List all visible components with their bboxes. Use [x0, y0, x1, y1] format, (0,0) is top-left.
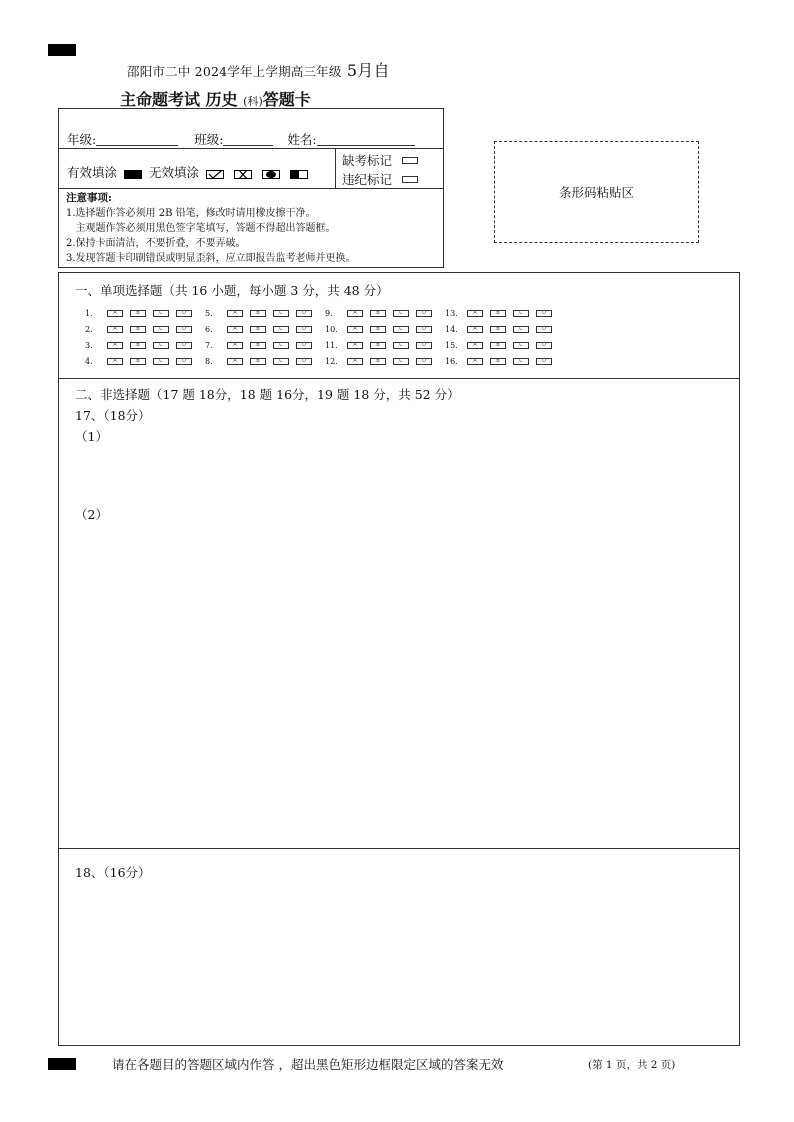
answer-bubble-a[interactable]: A: [347, 342, 363, 349]
alignment-marker-top: [48, 44, 76, 56]
answer-bubble-a[interactable]: A: [347, 310, 363, 317]
violation-mark: [342, 170, 418, 188]
notes-item: 3.发现答题卡印刷错误或明显歪斜，应立即报告监考老师并更换。: [66, 253, 356, 264]
answer-bubble-b[interactable]: B: [370, 310, 386, 317]
answer-bubble-d[interactable]: D: [296, 358, 312, 365]
violation-checkbox[interactable]: [402, 176, 418, 183]
question-number: 16.: [445, 357, 458, 366]
question-number: 12.: [325, 357, 338, 366]
question-number: 13.: [445, 309, 458, 318]
answer-bubble-a[interactable]: A: [467, 358, 483, 365]
notes-item: 2.保持卡面清洁，不要折叠，不要弄破。: [66, 238, 246, 249]
checkmark-fill-icon: [206, 170, 224, 179]
answer-bubble-d[interactable]: D: [416, 310, 432, 317]
answer-bubble-b[interactable]: B: [490, 326, 506, 333]
question-row: [85, 309, 199, 318]
answer-bubble-a[interactable]: A: [107, 326, 123, 333]
question-18-section: [58, 848, 740, 1046]
answer-bubble-a[interactable]: A: [467, 310, 483, 317]
question-row: [205, 309, 319, 318]
answer-bubble-c[interactable]: C: [513, 358, 529, 365]
question-number: 5.: [205, 309, 213, 318]
half-fill-icon: [290, 170, 308, 179]
answer-bubble-a[interactable]: A: [227, 342, 243, 349]
answer-bubble-c[interactable]: C: [153, 342, 169, 349]
question-row: [205, 357, 319, 366]
answer-bubble-a[interactable]: A: [347, 358, 363, 365]
question-number: 1.: [85, 309, 93, 318]
answer-bubble-b[interactable]: B: [250, 310, 266, 317]
answer-bubble-d[interactable]: D: [536, 342, 552, 349]
class-label: 班级:: [194, 132, 224, 147]
multiple-choice-section: [58, 272, 740, 379]
notes: [66, 191, 356, 266]
fill-examples: [67, 163, 311, 181]
answer-bubble-c[interactable]: C: [513, 342, 529, 349]
alignment-marker-bottom: [48, 1058, 76, 1070]
question-18-label: 18、（16分）: [75, 865, 151, 880]
answer-bubble-d[interactable]: D: [536, 310, 552, 317]
answer-bubble-b[interactable]: B: [370, 326, 386, 333]
answer-bubble-a[interactable]: A: [107, 310, 123, 317]
answer-bubble-a[interactable]: A: [227, 358, 243, 365]
question-number: 10.: [325, 325, 338, 334]
question-number: 3.: [85, 341, 93, 350]
question-row: [325, 357, 439, 366]
answer-bubble-c[interactable]: C: [513, 326, 529, 333]
answer-bubble-d[interactable]: D: [536, 326, 552, 333]
question-row: [325, 341, 439, 350]
question-row: [445, 325, 559, 334]
answer-bubble-b[interactable]: B: [130, 326, 146, 333]
footer-instruction: 请在各题目的答题区域内作答 ，超出黑色矩形边框限定区域的答案无效: [112, 1057, 504, 1072]
question-row: [205, 325, 319, 334]
answer-bubble-d[interactable]: D: [176, 358, 192, 365]
question-number: 11.: [325, 341, 338, 350]
answer-bubble-a[interactable]: A: [347, 326, 363, 333]
exam-title-line2: [120, 87, 311, 110]
answer-bubble-b[interactable]: B: [130, 358, 146, 365]
question-row: [325, 309, 439, 318]
answer-bubble-d[interactable]: D: [296, 326, 312, 333]
question-number: 15.: [445, 341, 458, 350]
student-info-row: [59, 109, 443, 149]
answer-bubble-d[interactable]: D: [416, 326, 432, 333]
question-row: [85, 357, 199, 366]
section2-title: 二、非选择题（17 题 18分，18 题 16分，19 题 18 分，共 52 分）: [75, 387, 460, 402]
question-17-label: 17、（18分）: [75, 408, 151, 423]
answer-bubble-b[interactable]: B: [490, 358, 506, 365]
valid-fill-label: 有效填涂: [67, 165, 118, 180]
answer-bubble-b[interactable]: B: [130, 310, 146, 317]
answer-bubble-d[interactable]: D: [536, 358, 552, 365]
barcode-label: 条形码粘贴区: [558, 185, 634, 200]
student-info-box: [58, 108, 444, 268]
absent-mark: [342, 151, 418, 169]
grade-field[interactable]: [96, 134, 178, 146]
question-number: 9.: [325, 309, 333, 318]
name-label: 姓名:: [287, 132, 317, 147]
free-response-section: [58, 378, 740, 849]
question-17-part1-label: （1）: [75, 429, 108, 444]
question-17-part2-label: （2）: [75, 507, 108, 522]
question-number: 7.: [205, 341, 213, 350]
answer-bubble-d[interactable]: D: [296, 310, 312, 317]
question-number: 8.: [205, 357, 213, 366]
question-row: [445, 341, 559, 350]
answer-bubble-d[interactable]: D: [176, 342, 192, 349]
answer-bubble-a[interactable]: A: [107, 342, 123, 349]
valid-fill-mark-icon: [124, 170, 142, 179]
question-row: [85, 325, 199, 334]
answer-bubble-b[interactable]: B: [490, 310, 506, 317]
answer-bubble-b[interactable]: B: [250, 358, 266, 365]
question-number: 14.: [445, 325, 458, 334]
answer-bubble-a[interactable]: A: [227, 326, 243, 333]
answer-bubble-d[interactable]: D: [176, 310, 192, 317]
question-number: 4.: [85, 357, 93, 366]
grade-label: 年级:: [67, 132, 97, 147]
answer-bubble-b[interactable]: B: [250, 342, 266, 349]
name-field[interactable]: [317, 134, 415, 146]
answer-bubble-d[interactable]: D: [176, 326, 192, 333]
answer-bubble-a[interactable]: A: [467, 342, 483, 349]
question-number: 2.: [85, 325, 93, 334]
question-row: [85, 341, 199, 350]
answer-bubble-c[interactable]: C: [153, 310, 169, 317]
circle-fill-icon: [262, 170, 280, 179]
question-number: 6.: [205, 325, 213, 334]
fill-example-row: [59, 149, 443, 189]
exam-title-line1: [127, 58, 390, 81]
answer-bubble-b[interactable]: B: [370, 342, 386, 349]
answer-bubble-c[interactable]: C: [273, 326, 289, 333]
answer-bubble-c[interactable]: C: [393, 358, 409, 365]
absent-checkbox[interactable]: [402, 157, 418, 164]
answer-bubble-d[interactable]: D: [416, 358, 432, 365]
question-row: [325, 325, 439, 334]
question-row: [445, 309, 559, 318]
answer-bubble-c[interactable]: C: [273, 310, 289, 317]
answer-bubble-a[interactable]: A: [227, 310, 243, 317]
notes-item: 主观题作答必须用黑色签字笔填写，答题不得超出答题框。: [66, 223, 336, 234]
notes-heading: 注意事项:: [66, 192, 112, 204]
notes-item: 1.选择题作答必须用 2B 铅笔，修改时请用橡皮擦干净。: [66, 208, 316, 219]
answer-bubble-b[interactable]: B: [490, 342, 506, 349]
question-row: [445, 357, 559, 366]
answer-bubble-b[interactable]: B: [250, 326, 266, 333]
answer-bubble-c[interactable]: C: [153, 358, 169, 365]
cross-fill-icon: [234, 170, 252, 179]
answer-bubble-c[interactable]: C: [273, 342, 289, 349]
class-field[interactable]: [223, 134, 273, 146]
title-line1-text: 邵阳市二中 2024学年上学期高三年级: [127, 64, 342, 79]
answer-bubble-b[interactable]: B: [130, 342, 146, 349]
answer-bubble-c[interactable]: C: [273, 358, 289, 365]
title-line2-subject-suffix: (科): [243, 95, 263, 108]
answer-bubble-d[interactable]: D: [416, 342, 432, 349]
barcode-area: [494, 141, 699, 243]
answer-bubble-b[interactable]: B: [370, 358, 386, 365]
page-number: (第 1 页，共 2 页): [588, 1059, 676, 1071]
title-line2-a: 主命题考试 历史: [120, 90, 244, 109]
absence-mark-cell: [335, 149, 445, 188]
title-line2-b: 答题卡: [262, 90, 311, 109]
answer-bubble-a[interactable]: A: [467, 326, 483, 333]
question-row: [205, 341, 319, 350]
invalid-fill-label: 无效填涂: [148, 165, 199, 180]
violation-label: 违纪标记: [342, 172, 393, 187]
absent-label: 缺考标记: [342, 153, 393, 168]
answer-bubble-c[interactable]: C: [153, 326, 169, 333]
answer-bubble-c[interactable]: C: [393, 342, 409, 349]
section1-title: 一、单项选择题（共 16 小题，每小题 3 分，共 48 分）: [75, 283, 389, 298]
answer-bubble-d[interactable]: D: [296, 342, 312, 349]
answer-bubble-c[interactable]: C: [513, 310, 529, 317]
title-line1-big: 5月自: [341, 61, 390, 80]
answer-bubble-c[interactable]: C: [393, 326, 409, 333]
answer-bubble-c[interactable]: C: [393, 310, 409, 317]
answer-bubble-a[interactable]: A: [107, 358, 123, 365]
